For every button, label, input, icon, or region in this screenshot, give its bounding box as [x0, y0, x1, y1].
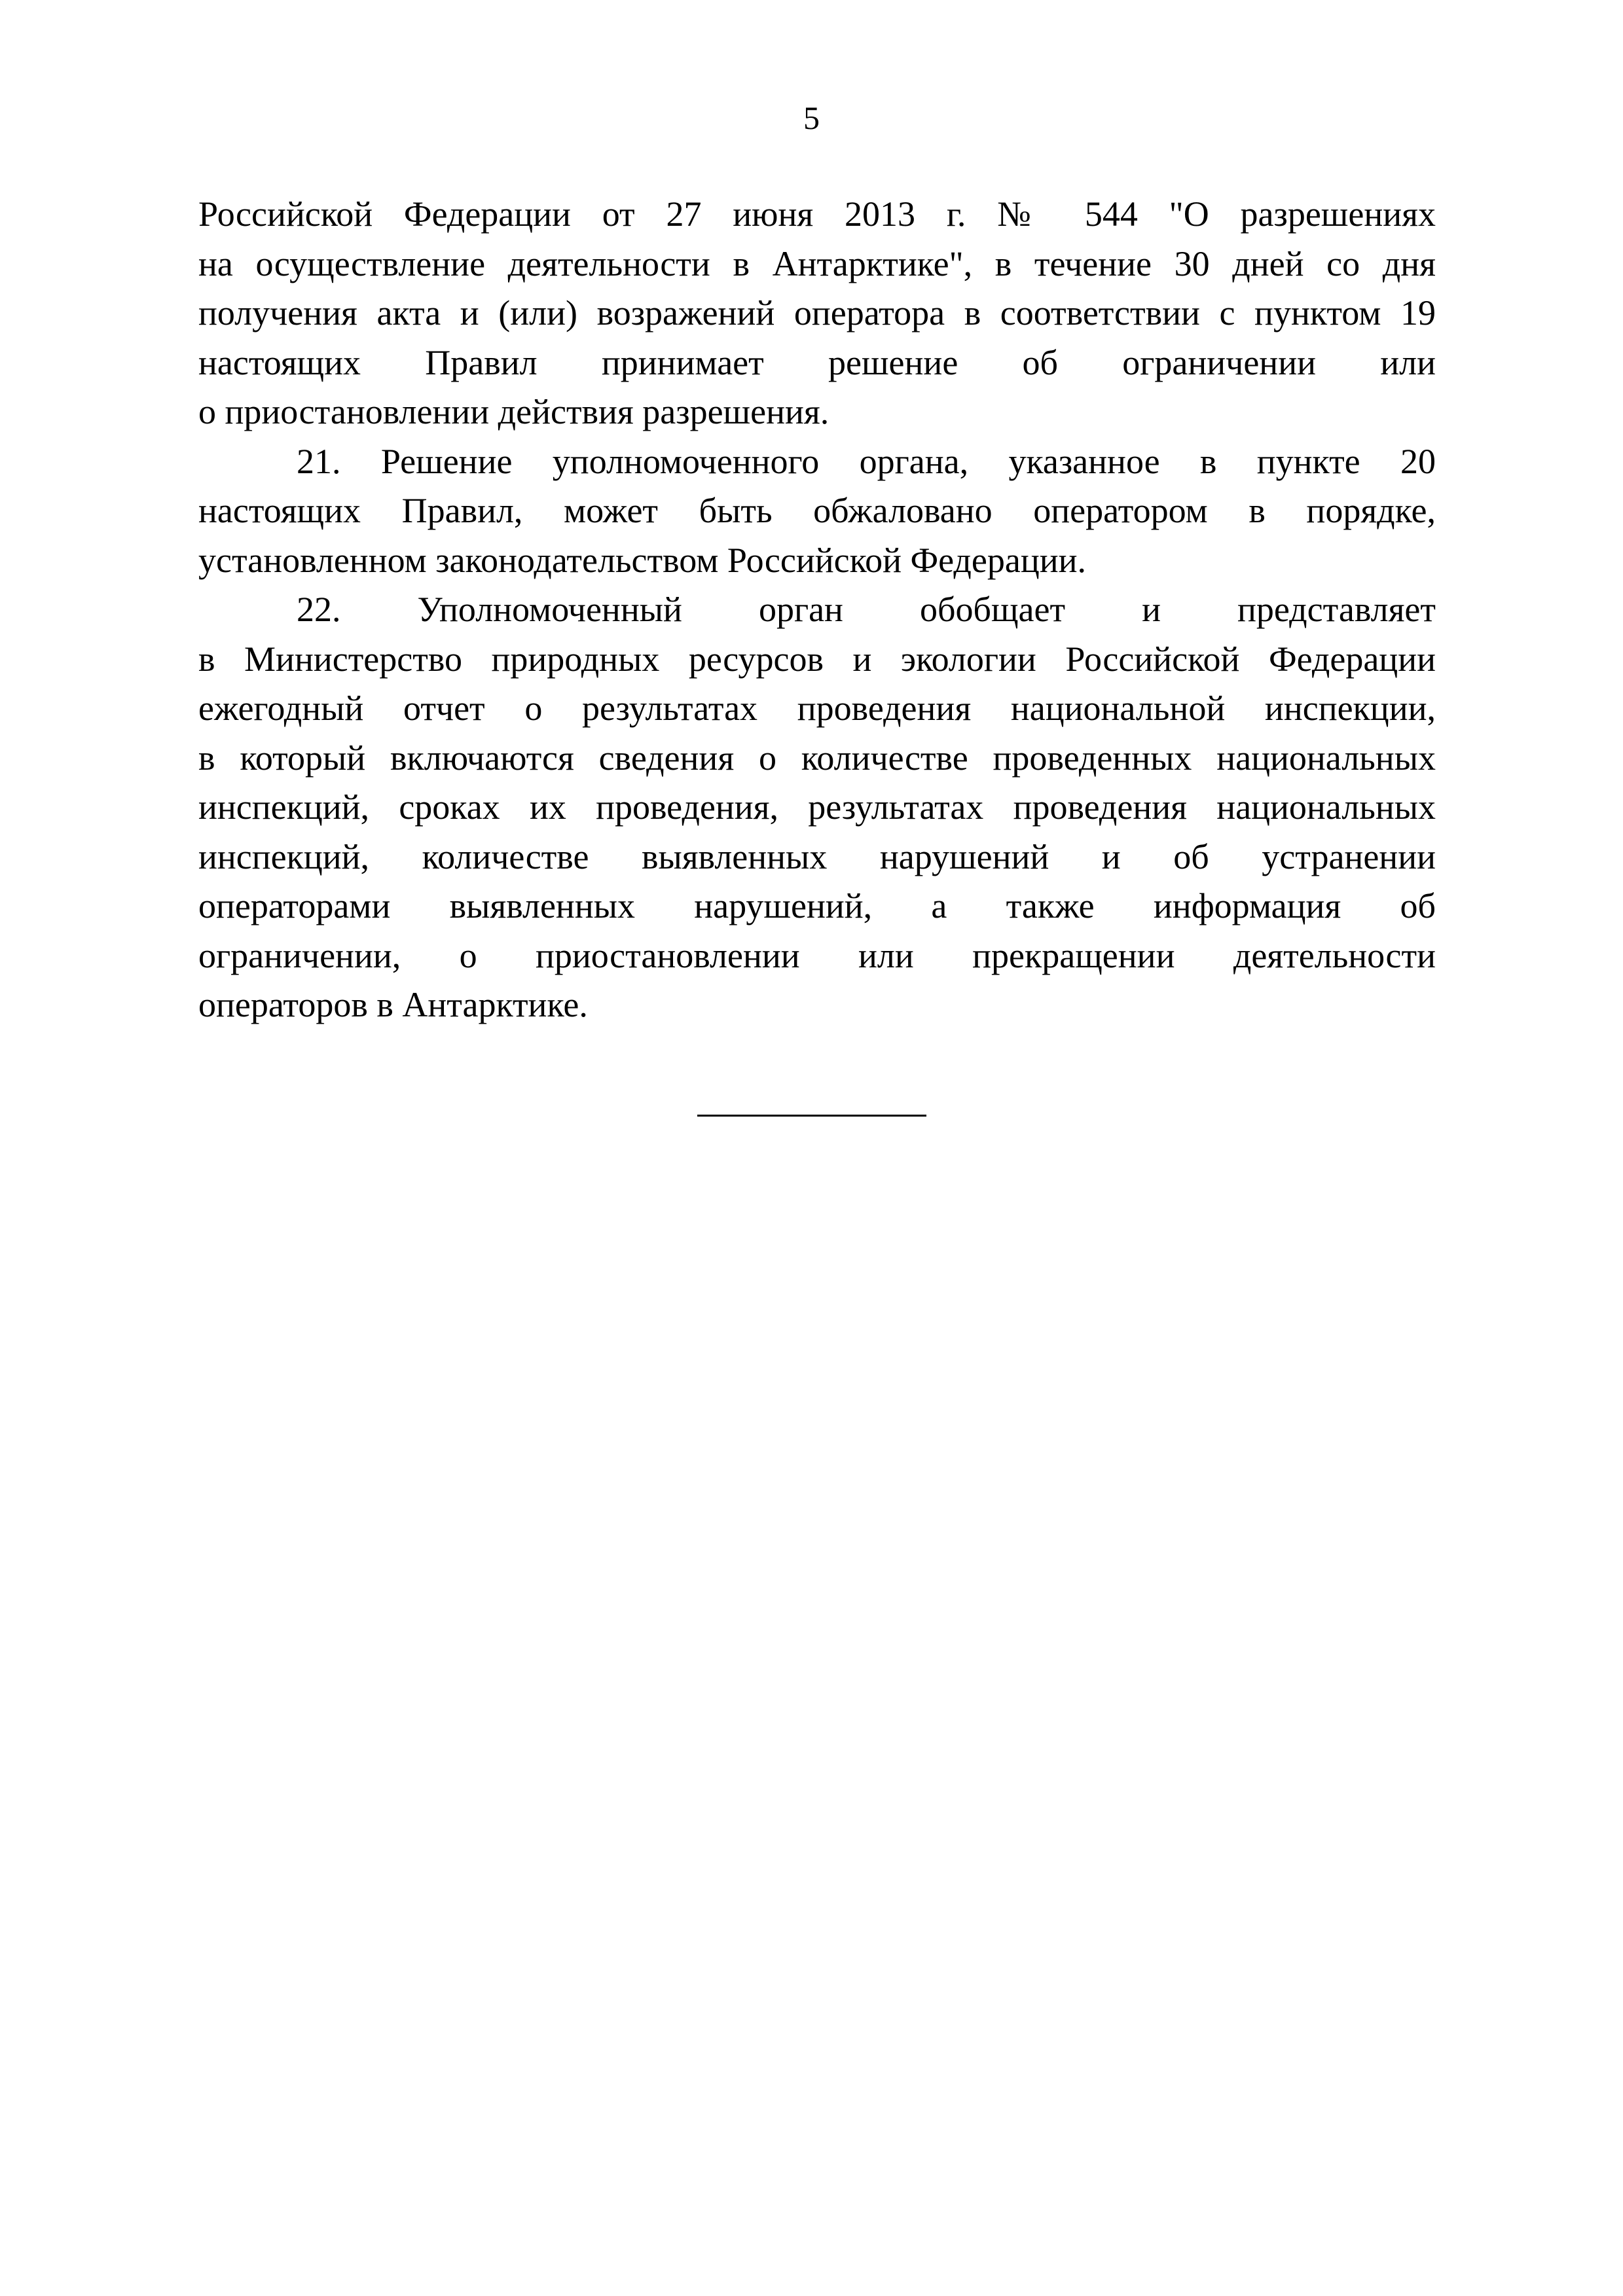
text-line: получения акта и (или) возражений оператора в соответствии с пунктом 19: [198, 293, 1436, 332]
text-line: операторами выявленных нарушений, а также информация об: [198, 886, 1436, 925]
text-line: о приостановлении действия разрешения.: [198, 392, 830, 431]
end-of-document-rule: [697, 1115, 926, 1117]
paragraph-item-22: [198, 585, 1436, 1030]
text-line: установленном законодательством Российской Федерации.: [198, 540, 1087, 580]
text-line: настоящих Правил принимает решение об ограничении или: [198, 342, 1436, 382]
text-line: операторов в Антарктике.: [198, 985, 588, 1024]
text-line: ограничении, о приостановлении или прекращении деятельности: [198, 935, 1436, 975]
text-line: инспекций, сроках их проведения, результатах проведения национальных: [198, 787, 1436, 827]
text-line: 21. Решение уполномоченного органа, указанное в пункте 20: [297, 441, 1436, 481]
text-line: Российской Федерации от 27 июня 2013 г. № 544 "О разрешениях: [198, 194, 1436, 234]
text-line: 22. Уполномоченный орган обобщает и представляет: [297, 590, 1436, 629]
text-line: в который включаются сведения о количестве проведенных национальных: [198, 738, 1436, 778]
paragraph-item-21: [198, 437, 1436, 586]
page-number: 5: [803, 99, 820, 136]
text-line: на осуществление деятельности в Антарктике", в течение 30 дней со дня: [198, 243, 1436, 283]
text-line: настоящих Правил, может быть обжаловано оператором в порядке,: [198, 491, 1436, 530]
text-line: ежегодный отчет о результатах проведения национальной инспекции,: [198, 689, 1436, 728]
text-line: в Министерство природных ресурсов и экологии Российской Федерации: [198, 639, 1436, 679]
text-line: инспекций, количестве выявленных нарушений и об устранении: [198, 836, 1436, 876]
paragraph-continuation: [198, 190, 1436, 437]
document-body: [198, 190, 1436, 1030]
